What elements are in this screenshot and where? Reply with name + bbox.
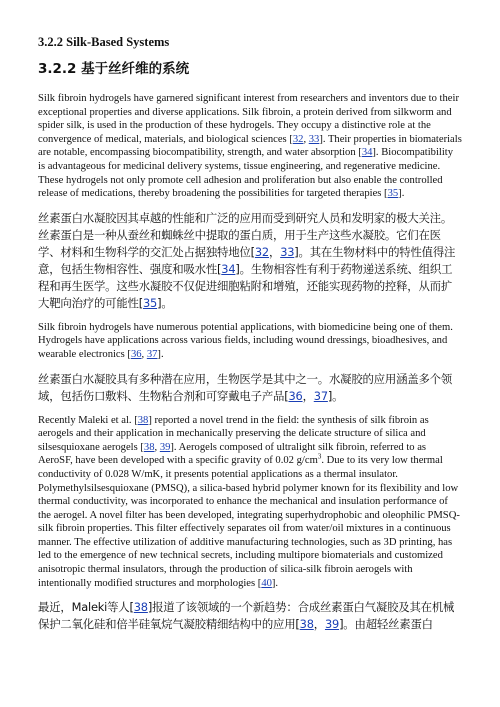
citation-link[interactable]: 36 <box>288 388 303 403</box>
text-run: ， <box>313 617 325 632</box>
citation-link[interactable]: 34 <box>221 261 236 276</box>
text-run: . Due to its very low thermal conductivity of 0.028 W/mK, it presents potential applications as a thermal insulator. Polymethylsilsesquioxane (PMSQ), a silica-based hybrid polymer known for its flexibility and low thermal conductivity, was incorporated to enhance the mechanical and insulation performance of the aerogel. A novel filter has been developed, integrating superhydrophobic and oleophilic PMSQ-silk fibroin properties. This filter effectively separates oil from water/oil mixtures in a continuous manner. The effective utilization of additive manufacturing technologies, such as 3D printing, has led to the emergence of new technical secrets, including multipore biomaterials and customized anisotropic thermal insulators, through the production of silica-silk fibroin aerogels with intentionally modified structures and morphologies [ <box>38 455 460 589</box>
citation-link[interactable]: 39 <box>324 617 340 632</box>
citation-link[interactable]: 35 <box>387 188 399 200</box>
citation-link[interactable]: 32 <box>292 133 304 145</box>
text-run: 丝素蛋白水凝胶因其卓越的性能和广泛的应用而受到研究人员和发明家的极大关注。丝素蛋白是一种从蚕丝和蜘蛛丝中提取的蛋白质，用于生产这些水凝胶。它们在医学、材料和生物科学的交汇处占据独特地位[ <box>38 210 453 259</box>
text-run: ]. <box>398 188 405 200</box>
text-run: ， <box>268 244 281 259</box>
paragraph-zh <box>38 210 462 312</box>
paragraph-en <box>38 92 462 201</box>
citation-link[interactable]: 38 <box>143 441 155 453</box>
section-body <box>38 92 462 633</box>
citation-link[interactable]: 38 <box>133 600 148 615</box>
citation-link[interactable]: 37 <box>313 388 328 403</box>
citation-link[interactable]: 39 <box>159 441 171 453</box>
citation-link[interactable]: 32 <box>254 244 269 259</box>
text-run: ]。生物相容性有利于药物递送系统、组织工程和再生医学。这些水凝胶不仅促进细胞粘附和增殖，还能实现药物的控释，从而扩大靶向治疗的可能性[ <box>38 261 453 310</box>
citation-link[interactable]: 38 <box>137 414 149 426</box>
paragraph-zh <box>38 599 462 633</box>
text-run: ]。 <box>157 295 173 310</box>
text-run: , <box>154 441 160 453</box>
citation-link[interactable]: 34 <box>361 147 373 159</box>
section-heading-zh: 3.2.2 基于丝纤维的系统 <box>38 61 190 77</box>
text-run: ]. Their properties in biomaterials are notable, encompassing biocompatibility, strength, and water absorption [ <box>38 133 462 159</box>
section-heading-en: 3.2.2 Silk-Based Systems <box>38 35 170 49</box>
text-run: , <box>141 348 147 360</box>
superscript: 3 <box>317 452 322 461</box>
text-run: ]。 <box>327 388 344 403</box>
citation-link[interactable]: 38 <box>299 617 314 632</box>
text-run: , <box>303 133 309 145</box>
paragraph-zh <box>38 371 462 405</box>
text-run: ]报道了该领域的一个新趋势：合成丝素蛋白气凝胶及其在机械保护二氧化硅和倍半硅氧烷气凝胶精细结构中的应用[ <box>38 600 455 632</box>
text-run: 最近，Maleki等人[ <box>38 600 134 615</box>
citation-link[interactable]: 33 <box>308 133 320 145</box>
citation-link[interactable]: 35 <box>142 295 158 310</box>
text-run: ]。由超轻丝素蛋白 <box>339 617 433 632</box>
text-run: Silk fibroin hydrogels have numerous potential applications, with biomedicine being one of them. Hydrogels have applications across various fields, including wound dressings, bioadhesives, and wearable electronics [ <box>38 321 453 360</box>
citation-link[interactable]: 36 <box>130 348 142 360</box>
citation-link[interactable]: 40 <box>261 577 272 589</box>
text-run: ]。其在生物材料中的特性值得注意，包括生物相容性、强度和吸水性[ <box>38 244 456 276</box>
text-run: ， <box>302 388 314 403</box>
citation-link[interactable]: 37 <box>146 348 158 360</box>
paragraph-en <box>38 414 462 591</box>
text-run: ]. <box>271 577 279 589</box>
text-run: Recently Maleki et al. [ <box>38 414 138 426</box>
text-run: ]. Aerogels composed of ultralight silk fibroin, referred to as AeroSF, have been developed with a specific gravity of 0.02 g/cm <box>38 441 427 467</box>
text-run: ]. Biocompatibility is advantageous for medicinal delivery systems, tissue engineering, and regenerative medicine. These hydrogels not only promote cell adhesion and proliferation but also enable the controlled release of medications, thereby broadening the possibilities for targeted therapies [ <box>38 147 454 200</box>
text-run: 丝素蛋白水凝胶具有多种潜在应用，生物医学是其中之一。水凝胶的应用涵盖多个领域，包括伤口敷料、生物粘合剂和可穿戴电子产品[ <box>38 371 453 403</box>
text-run: Silk fibroin hydrogels have garnered significant interest from researchers and inventors due to their exceptional properties and diverse applications. Silk fibroin, a protein derived from silkworm and spider silk, is used in the production of these hydrogels. They occupy a distinctive role at the convergence of medical, materials, and biological sciences [ <box>38 93 459 145</box>
citation-link[interactable]: 33 <box>280 244 295 259</box>
text-run: ]. <box>157 348 164 360</box>
text-run: ] reported a novel trend in the field: the synthesis of silk fibroin as aerogels and their application in mechanically preserving the delicate structure of silica and silsesquioxane aerogels [ <box>38 414 429 453</box>
paragraph-en <box>38 321 462 362</box>
